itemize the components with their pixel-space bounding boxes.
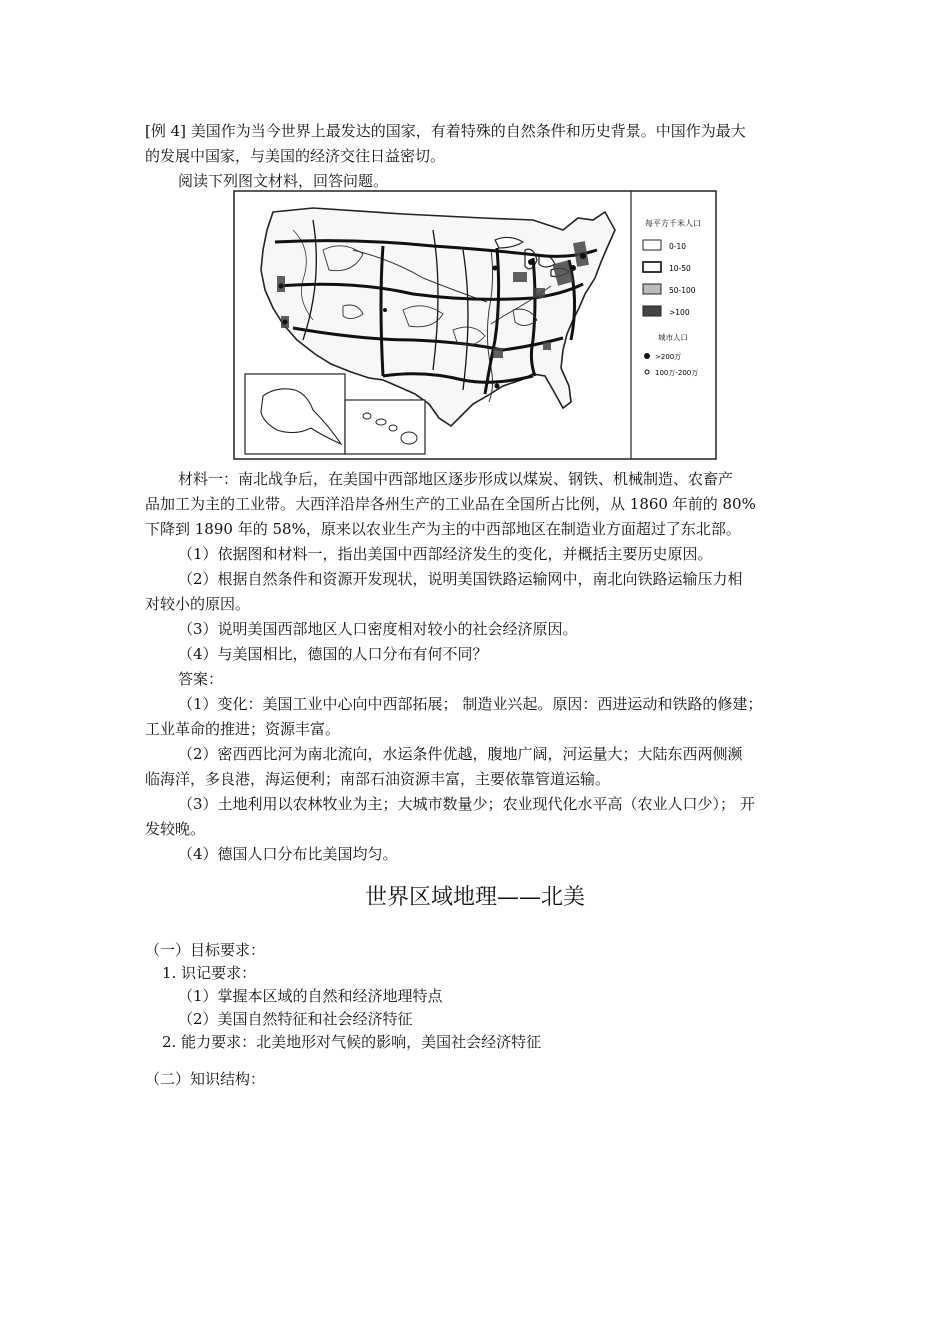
material-line-3: 下降到 1890 年的 58%，原来以农业生产为主的中西部地区在制造业方面超过了东北部。: [145, 520, 741, 538]
legend-city-title: 城市人口: [658, 333, 688, 342]
ability-requirements: 2. 能力要求：北美地形对气候的影响，美国社会经济特征: [162, 1033, 542, 1051]
answer-1-line-2: 工业革命的推进；资源丰富。: [145, 720, 341, 738]
intro-line-1: [例 4] 美国作为当今世界上最发达的国家，有着特殊的自然条件和历史背景。中国作为最大: [145, 122, 746, 140]
legend-swatch-4: [643, 306, 661, 316]
legend-label-1: 0-10: [669, 242, 687, 251]
legend-title: 每平方千米人口: [645, 219, 701, 228]
objectives-heading: （一）目标要求：: [145, 941, 266, 959]
hawaii-inset: [345, 400, 425, 454]
legend-swatch-1: [643, 240, 661, 250]
answer-2-line-1: （2）密西西比河为南北流向，水运条件优越，腹地广阔，河运量大；大陆东西两侧濒: [178, 745, 743, 763]
answer-3-line-2: 发较晚。: [145, 820, 206, 838]
intro-instruction: 阅读下列图文材料，回答问题。: [178, 172, 389, 190]
question-2-line-1: （2）根据自然条件和资源开发现状，说明美国铁路运输网中，南北向铁路运输压力相: [178, 570, 743, 588]
material-line-1: 材料一：南北战争后，在美国中西部地区逐步形成以煤炭、钢铁、机械制造、农畜产: [178, 470, 734, 488]
question-1: （1）依据图和材料一，指出美国中西部经济发生的变化，并概括主要历史原因。: [178, 545, 713, 563]
section-title: 世界区域地理——北美: [364, 885, 585, 910]
question-4: （4）与美国相比，德国的人口分布有何不同？: [178, 645, 488, 663]
recall-requirements: 1. 识记要求：: [162, 964, 257, 982]
legend-label-2: 10-50: [669, 264, 691, 273]
legend-label-3: 50-100: [669, 286, 696, 295]
answer-4: （4）德国人口分布比美国均匀。: [178, 845, 398, 863]
recall-item-2: （2）美国自然特征和社会经济特征: [178, 1010, 413, 1028]
legend-city-marker-2: [645, 370, 649, 374]
answer-2-line-2: 临海洋，多良港，海运便利；南部石油资源丰富，主要依靠管道运输。: [145, 770, 611, 788]
us-population-map-figure: [233, 190, 717, 460]
question-2-line-2: 对较小的原因。: [145, 595, 251, 613]
recall-item-1: （1）掌握本区域的自然和经济地理特点: [178, 987, 443, 1005]
knowledge-structure-heading: （二）知识结构：: [145, 1070, 266, 1088]
intro-line-2: 的发展中国家，与美国的经济交往日益密切。: [145, 147, 446, 165]
legend-city-label-1: >200万: [655, 353, 682, 361]
legend-swatch-3: [643, 284, 661, 294]
answer-1-line-1: （1）变化：美国工业中心向中西部拓展； 制造业兴起。原因：西进运动和铁路的修建；: [178, 695, 763, 713]
legend-label-4: >100: [669, 308, 690, 317]
answers-label: 答案：: [178, 670, 224, 688]
answer-3-line-1: （3）土地利用以农林牧业为主；大城市数量少；农业现代化水平高（农业人口少）； 开: [178, 795, 755, 813]
material-line-2: 品加工为主的工业带。大西洋沿岸各州生产的工业品在全国所占比例，从 1860 年前的 80%: [145, 495, 756, 513]
question-3: （3）说明美国西部地区人口密度相对较小的社会经济原因。: [178, 620, 578, 638]
alaska-inset: [245, 374, 345, 454]
legend-swatch-2: [643, 262, 661, 272]
legend-city-label-2: 100万-200万: [655, 369, 699, 377]
legend-city-marker-1: [644, 353, 650, 359]
us-map-svg: [233, 190, 717, 460]
